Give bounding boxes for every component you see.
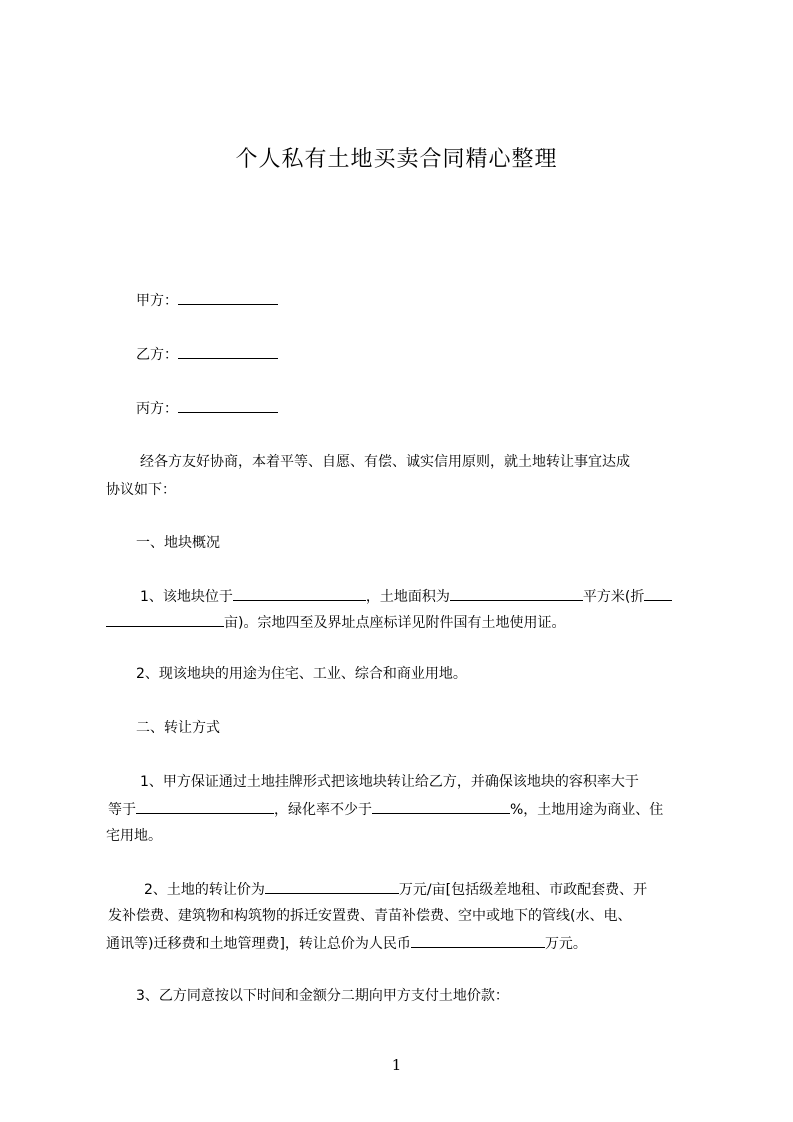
s1-item1-line1 [140,586,672,607]
party-a-blank [178,290,278,305]
s1-item1-part-a: 1、该地块位于 [140,589,233,605]
total-price-blank [411,933,545,948]
s2-item1-part-c: ，绿化率不少于 [274,802,372,818]
s2-item2-part-e: 万元。 [544,936,587,952]
s2-item2-line2: 发补偿费、建筑物和构筑物的拆迁安置费、青苗补偿费、空中或地下的管线(水、电、 [108,908,632,924]
s1-item2: 2、现该地块的用途为住宅、工业、综合和商业用地。 [136,666,467,682]
s2-item1-part-b: 等于 [108,802,136,818]
party-b-label: 乙方： [136,347,178,363]
location-blank [233,586,366,601]
intro-line-2: 协议如下： [106,482,176,498]
price-per-mu-blank [265,879,399,894]
document-title: 个人私有土地买卖合同精心整理 [235,147,558,172]
s2-item2-part-d: 通讯等)迁移费和土地管理费]，转让总价为人民币 [106,936,411,952]
intro-line-1: 经各方友好协商，本着平等、自愿、有偿、诚实信用原则，就土地转让事宜达成 [140,454,630,470]
s2-item1-part-d: %，土地用途为商业、住 [510,802,664,818]
s1-item1-part-b: ，土地面积为 [365,589,450,605]
s2-item2-line3 [106,933,587,954]
party-b-line [136,344,278,365]
party-b-blank [178,344,278,359]
s2-item2-part-a: 2、土地的转让价为 [144,882,265,898]
s2-item2-part-b: 万元/亩[包括级差地租、市政配套费、开 [398,882,648,898]
plot-ratio-blank [136,799,274,814]
section-2-heading: 二、转让方式 [136,720,220,736]
section-1-heading: 一、地块概况 [136,535,220,551]
green-rate-blank [372,799,510,814]
s2-item2-line1 [144,879,647,900]
s1-item1-part-c: 平方米(折 [582,589,645,605]
s2-item1-line1: 1、甲方保证通过土地挂牌形式把该地块转让给乙方，并确保该地块的容积率大于 [140,774,639,790]
s1-item1-line2 [106,612,565,633]
party-a-label: 甲方： [136,293,178,309]
page-number: 1 [391,1056,402,1074]
s2-item1-line3: 宅用地。 [106,828,162,844]
area-blank [450,586,583,601]
s2-item1-line2 [108,799,663,820]
mu-blank-end [106,612,224,627]
s2-item3: 3、乙方同意按以下时间和金额分二期向甲方支付土地价款： [136,988,509,1004]
party-c-line [136,398,278,419]
party-c-blank [178,398,278,413]
mu-blank-start [644,586,672,601]
party-a-line [136,290,278,311]
s1-item1-part-d: 亩)。宗地四至及界址点座标详见附件国有土地使用证。 [224,615,566,631]
party-c-label: 丙方： [136,401,178,417]
